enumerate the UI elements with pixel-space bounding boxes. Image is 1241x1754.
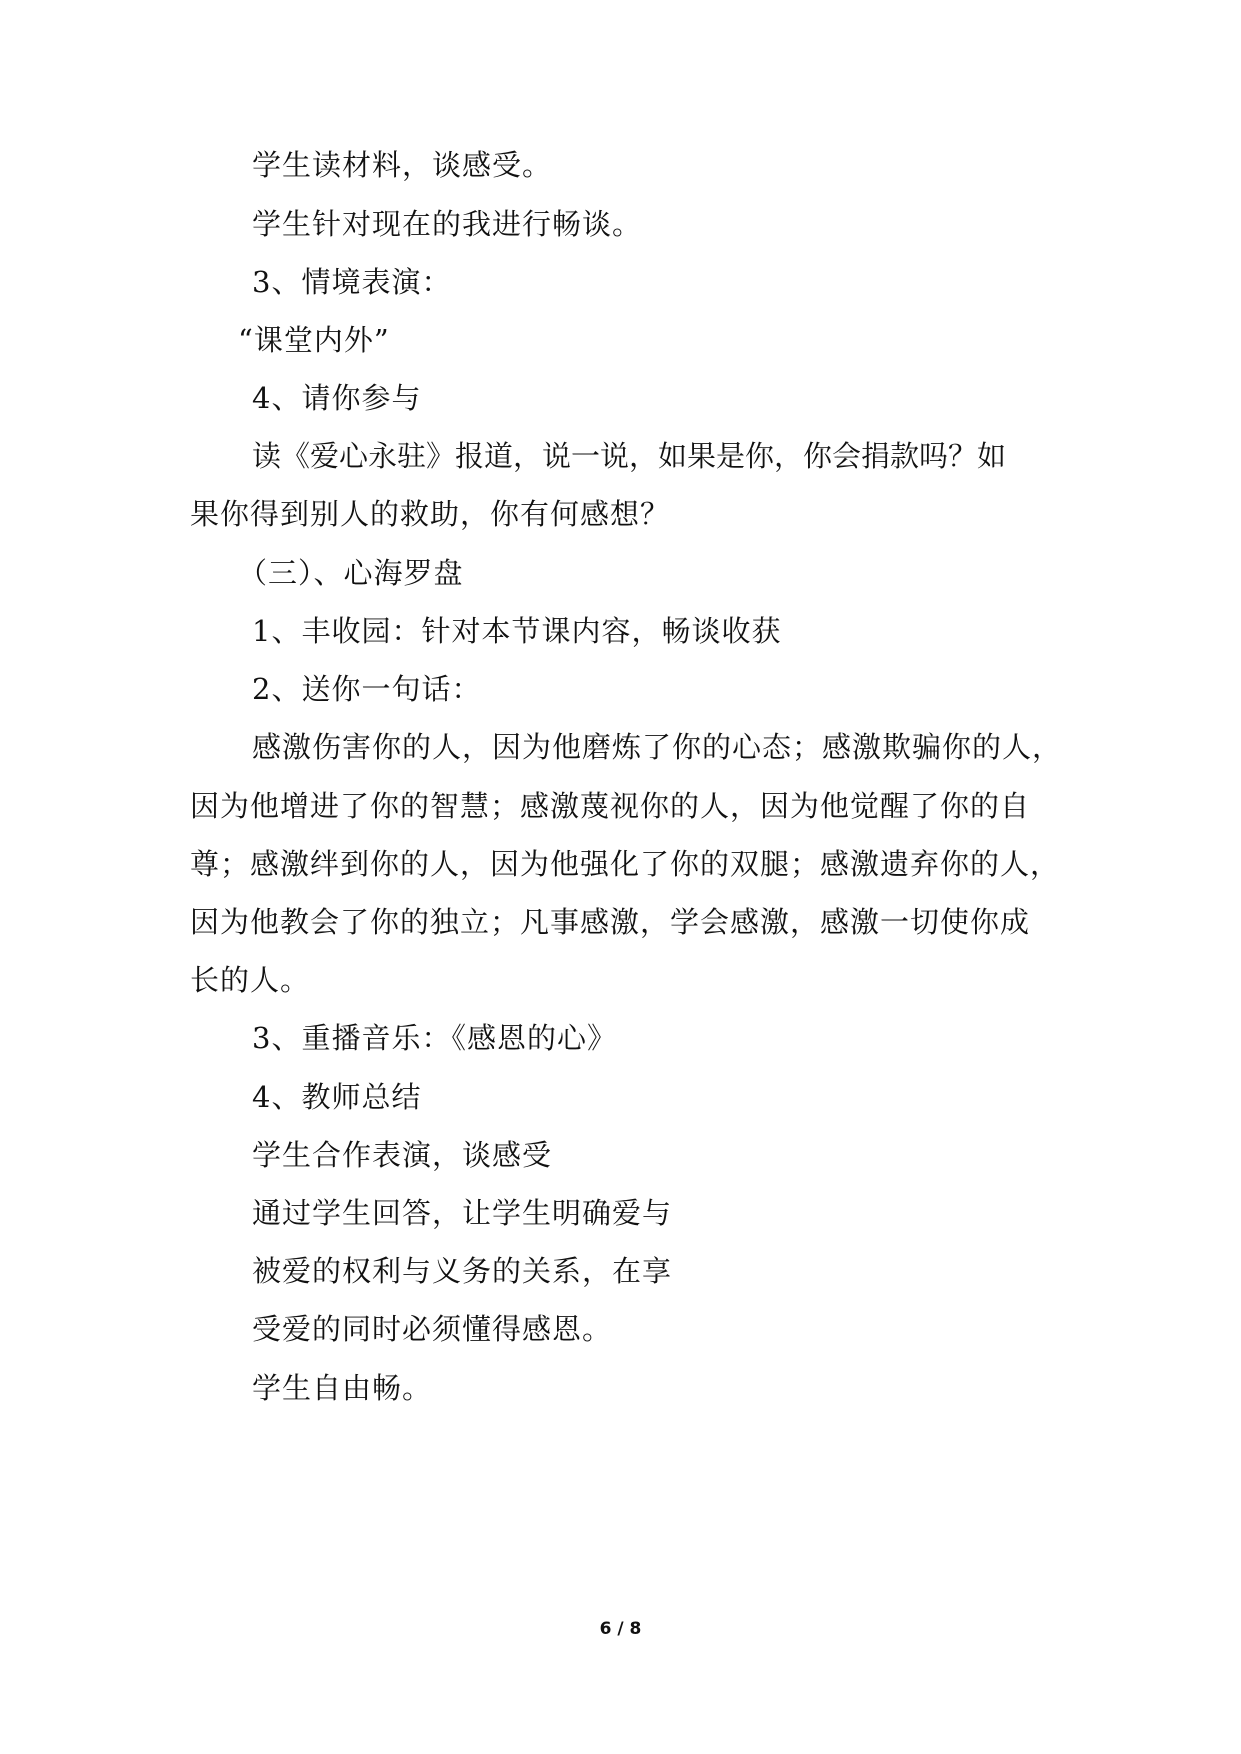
text-line: 学生读材料，谈感受。 [252,148,553,182]
text-line-justified: 读《爱心永驻》报道，说一说，如果是你，你会捐款吗？如 [252,439,1007,473]
text-line: 2、送你一句话： [252,672,482,706]
text-line: 因为他教会了你的独立；凡事感激，学会感激，感激一切使你成 [190,905,1031,939]
text-line: 1、丰收园：针对本节课内容，畅谈收获 [252,614,782,648]
text-line: 4、教师总结 [252,1080,422,1114]
text-line: “课堂内外” [238,323,390,357]
text-line [252,436,1070,476]
text-line: 长的人。 [190,963,311,997]
page-number: 6 / 8 [599,1619,642,1639]
section-heading: （三）、心海罗盘 [238,556,464,590]
text-line: 3、重播音乐：《感恩的心》 [252,1021,617,1055]
text-line: 感激伤害你的人，因为他磨炼了你的心态；感激欺骗你的人， [252,730,1063,764]
text-line: 学生自由畅。 [252,1371,433,1405]
text-line: 受爱的同时必须懂得感恩。 [252,1312,613,1346]
text-line: 3、情境表演： [252,265,452,299]
text-line: 果你得到别人的救助，你有何感想？ [190,497,671,531]
text-line: 尊；感激绊到你的人，因为他强化了你的双腿；感激遗弃你的人， [190,847,1061,881]
text-line: 学生合作表演，谈感受 [252,1138,553,1172]
text-line: 学生针对现在的我进行畅谈。 [252,207,643,241]
text-line: 通过学生回答，让学生明确爱与 [252,1196,673,1230]
text-line: 被爱的权利与义务的关系，在享 [252,1254,673,1288]
text-line: 因为他增进了你的智慧；感激蔑视你的人，因为他觉醒了你的自 [190,789,1031,823]
text-line: 4、请你参与 [252,381,422,415]
